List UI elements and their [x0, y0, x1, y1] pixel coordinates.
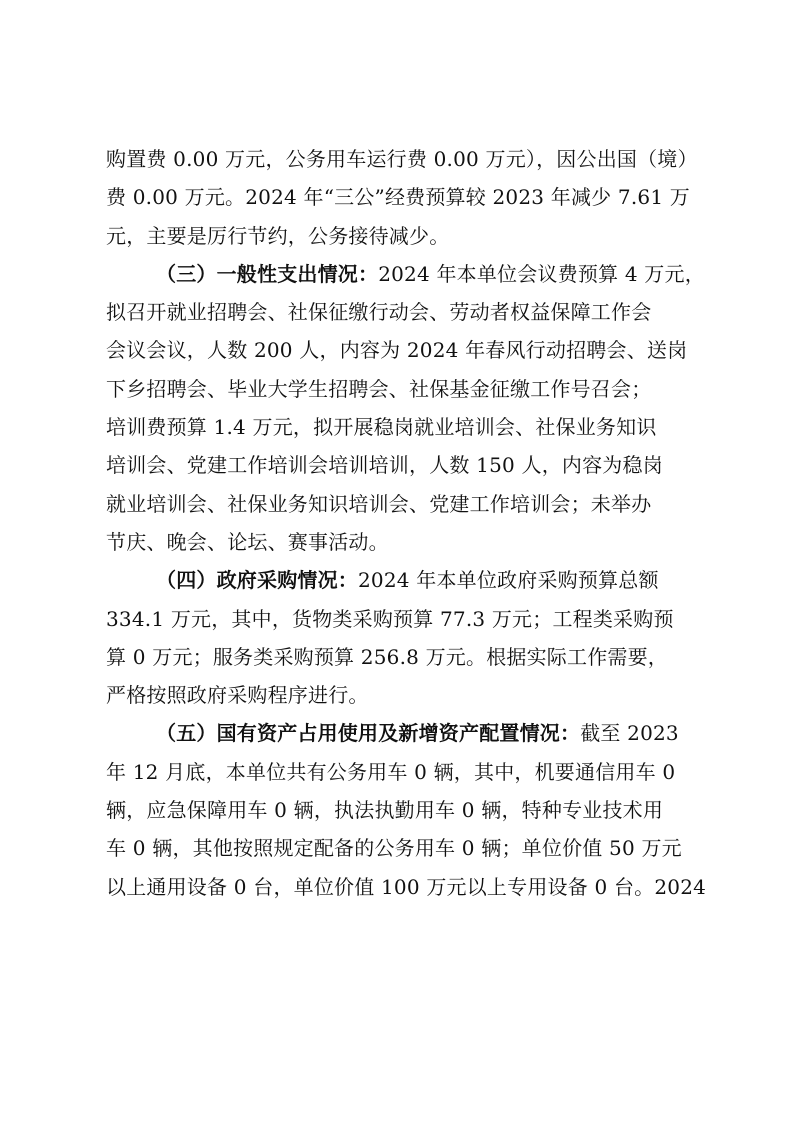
document-body — [106, 140, 707, 906]
text-line: 购置费 0.00 万元，公务用车运行费 0.00 万元），因公出国（境） — [106, 147, 698, 171]
text-line: 下乡招聘会、毕业大学生招聘会、社保基金征缴工作号召会； — [106, 376, 652, 401]
section-first-line-text: 截至 2023 — [580, 721, 679, 746]
section-first-line — [106, 714, 690, 752]
section-first-line — [106, 561, 690, 599]
section-first-line-text: 2024 年本单位会议费预算 4 万元， — [378, 261, 705, 286]
text-line: 会议会议，人数 200 人，内容为 2024 年春风行动招聘会、送岗 — [106, 338, 688, 363]
text-line: 培训费预算 1.4 万元，拟开展稳岗就业培训会、社保业务知识 — [106, 415, 657, 440]
text-line: 就业培训会、社保业务知识培训会、党建工作培训会；未举办 — [106, 491, 652, 516]
text-line: 元，主要是厉行节约，公务接待减少。 — [106, 223, 450, 248]
text-line: 拟召开就业招聘会、社保征缴行动会、劳动者权益保障工作会 — [106, 300, 652, 325]
section-first-line — [106, 255, 705, 293]
section-heading-general-expenditure: （三）一般性支出情况： — [156, 261, 379, 286]
text-line: 辆，应急保障用车 0 辆，执法执勤用车 0 辆，特种专业技术用 — [106, 798, 664, 823]
text-line: 算 0 万元；服务类采购预算 256.8 万元。根据实际工作需要， — [106, 644, 669, 669]
text-line: 车 0 辆，其他按照规定配备的公务用车 0 辆；单位价值 50 万元 — [106, 836, 682, 861]
text-line: 334.1 万元，其中，货物类采购预算 77.3 万元；工程类采购预 — [106, 606, 674, 631]
text-line: 节庆、晚会、论坛、赛事活动。 — [106, 529, 389, 554]
text-line: 培训会、党建工作培训会培训培训，人数 150 人，内容为稳岗 — [106, 453, 663, 478]
section-first-line-text: 2024 年本单位政府采购预算总额 — [358, 568, 659, 593]
text-line: 以上通用设备 0 台，单位价值 100 万元以上专用设备 0 台。2024 — [106, 874, 707, 899]
section-heading-government-procurement: （四）政府采购情况： — [156, 568, 358, 593]
text-line: 严格按照政府采购程序进行。 — [106, 683, 369, 708]
section-heading-state-assets: （五）国有资产占用使用及新增资产配置情况： — [156, 721, 581, 746]
text-line: 费 0.00 万元。2024 年“三公”经费预算较 2023 年减少 7.61 万 — [106, 185, 691, 210]
text-line: 年 12 月底，本单位共有公务用车 0 辆，其中，机要通信用车 0 — [106, 759, 676, 784]
